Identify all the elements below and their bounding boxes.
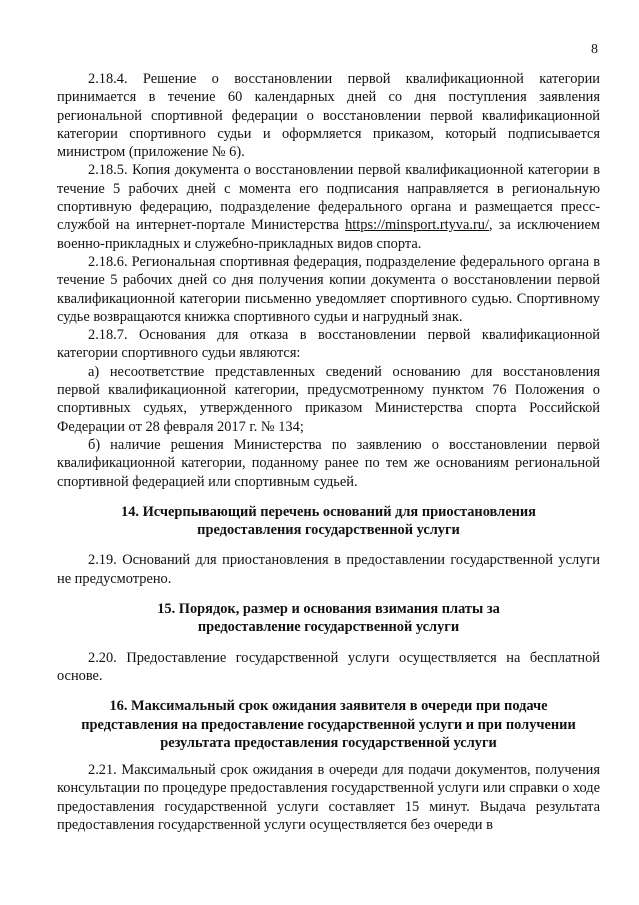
- paragraph-2-18-6: 2.18.6. Региональная спортивная федерация, подразделение федерального органа в течение 5 рабочих дней со дня получения копии документа о восстановлении первой квалификационной категории письменно уведомляет спортивного судью. Спортивному судье возвращаются книжка спортивного судьи и нагрудный знак.: [57, 253, 600, 325]
- section-16-heading-line2: представления на предоставление государственной услуги и при получении: [81, 716, 576, 733]
- minsport-link[interactable]: https://minsport.rtyva.ru/: [345, 217, 489, 234]
- section-16-heading-line3: результата предоставления государственной услуги: [160, 734, 497, 751]
- paragraph-2-18-4: 2.18.4. Решение о восстановлении первой квалификационной категории принимается в течение 60 календарных дней со дня поступления заявления региональной спортивной федерации о восстановлении первой квалификационной категории спортивного судьи и оформляется приказом, который подписывается министром (приложение № 6).: [57, 71, 600, 161]
- paragraph-2-18-5: [57, 161, 600, 252]
- page-number: 8: [591, 42, 598, 57]
- section-16-heading-line1: 16. Максимальный срок ожидания заявителя в очереди при подаче: [109, 698, 548, 715]
- section-14-heading-line2: предоставления государственной услуги: [197, 522, 460, 539]
- paragraph-2-19: 2.19. Оснований для приостановления в предоставлении государственной услуги не предусмотрено.: [57, 552, 600, 587]
- section-14-heading-line1: 14. Исчерпывающий перечень оснований для приостановления: [121, 503, 536, 520]
- section-16-heading: [57, 697, 600, 752]
- section-15-heading-line1: 15. Порядок, размер и основания взимания платы за: [157, 601, 500, 618]
- paragraph-2-18-7-b: б) наличие решения Министерства по заявлению о восстановлении первой квалификационной категории, поданному ранее по тем же основаниям региональной спортивной федерацией или спортивным судьей.: [57, 436, 600, 490]
- paragraph-2-18-5-text: 2.18.5. Копия документа о восстановлении первой квалификационной категории в течение 5 рабочих дней с момента его подписания направляется в региональную спортивную федерацию, подразделение федерального органа и размещается пресс-службой на интернет-портале Министерства: [57, 162, 600, 234]
- section-14-heading: [57, 503, 600, 540]
- paragraph-2-18-7: 2.18.7. Основания для отказа в восстановлении первой квалификационной категории спортивного судьи являются:: [57, 327, 600, 362]
- document-body: [57, 70, 600, 834]
- paragraph-2-21: 2.21. Максимальный срок ожидания в очереди для подачи документов, получения консультации по процедуре предоставления государственной услуги или справки о ходе предоставления государственной услуги составляет 15 минут. Выдача результата предоставления государственной услуги осуществляется без очереди в: [57, 762, 600, 833]
- section-15-heading: [57, 600, 600, 637]
- paragraph-2-18-5-text-end: , за исключением военно-прикладных и служебно-прикладных видов спорта.: [57, 217, 600, 252]
- section-15-heading-line2: предоставление государственной услуги: [197, 619, 460, 636]
- paragraph-2-20: 2.20. Предоставление государственной услуги осуществляется на бесплатной основе.: [57, 649, 600, 684]
- paragraph-2-18-7-a: а) несоответствие представленных сведений основанию для восстановления первой квалификационной категории, предусмотренному пунктом 76 Положения о спортивных судьях, утвержденного приказом Министерства спорта Российской Федерации от 28 февраля 2017 г. № 134;: [57, 363, 600, 435]
